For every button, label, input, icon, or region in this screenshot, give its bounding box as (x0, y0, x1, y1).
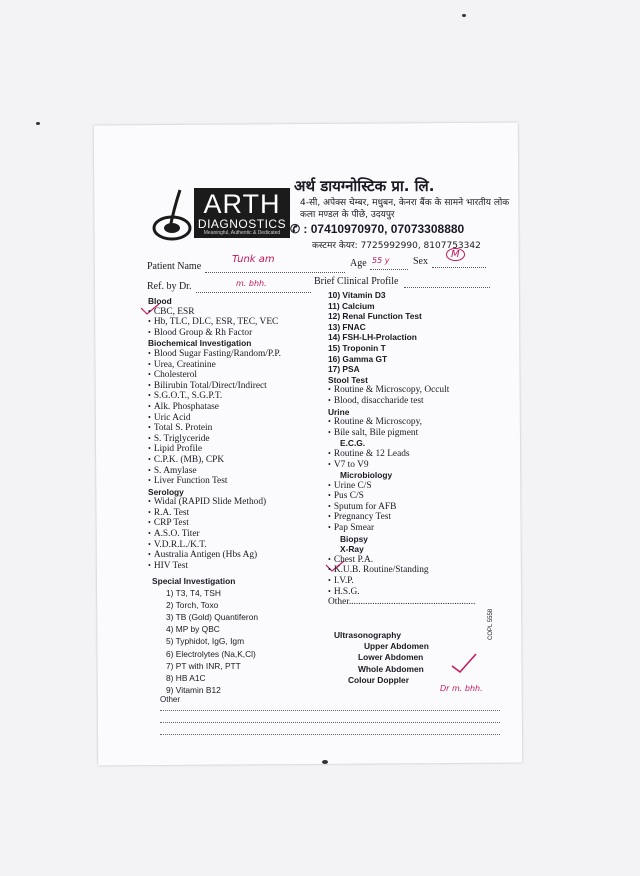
logo-swoosh-icon (150, 188, 196, 244)
test-item: • H.S.G. (328, 587, 475, 598)
test-item: • S. Triglyceride (148, 434, 281, 445)
logo-name: ARTH (203, 189, 281, 219)
ref-dr-label: Ref. by Dr. (147, 281, 192, 292)
company-phone: ✆ : 07410970970, 07073308880 (290, 222, 465, 236)
test-item: • V.D.R.L./K.T. (148, 540, 281, 551)
test-item: • S. Amylase (148, 466, 281, 477)
test-item: • Alk. Phosphatase (148, 402, 281, 413)
ultrasonography-item: Whole Abdomen (358, 663, 424, 674)
special-test-item: 9) Vitamin B12 (166, 685, 221, 696)
special-test-item: 1) T3, T4, TSH (166, 587, 221, 598)
test-item: • A.S.O. Titer (148, 529, 281, 540)
test-item: • V7 to V9 (328, 460, 475, 471)
test-item: • Routine & Microscopy, Occult (328, 385, 475, 396)
other-line-1 (160, 710, 500, 711)
section-heading: 17) PSA (328, 364, 360, 375)
test-item: • Routine & 12 Leads (328, 449, 475, 460)
special-test-item: 8) HB A1C (166, 673, 206, 684)
section-heading: Urine (328, 406, 350, 417)
clinical-profile-label: Brief Clinical Profile (314, 276, 399, 287)
test-item: • HIV Test (148, 561, 281, 572)
test-item: • Urea, Creatinine (148, 360, 281, 371)
patient-name-line (205, 272, 345, 273)
logo-tagline: Meaningful, Authentic & Dedicated (203, 230, 281, 236)
handwritten-age: 55 y (372, 256, 390, 265)
logo (150, 188, 290, 246)
test-item: • Chest P.A. (328, 555, 475, 566)
age-label: Age (350, 258, 367, 269)
test-item: • Pus C/S (328, 491, 475, 502)
test-item: • Blood Group & Rh Factor (148, 328, 281, 339)
test-item: • Widal (RAPID Slide Method) (148, 497, 281, 508)
company-name: अर्थ डायग्नोस्टिक प्रा. लि. (294, 177, 435, 195)
section-heading: 13) FNAC (328, 321, 366, 332)
age-line (370, 269, 408, 270)
special-test-item: 5) Typhidot, IgG, Igm (166, 636, 245, 647)
handwritten-signature: Dr m. bhh. (440, 684, 483, 693)
left-test-column (148, 296, 281, 571)
logo-box (194, 188, 290, 238)
special-test-item: 7) PT with INR, PTT (166, 660, 241, 671)
section-heading: Microbiology (340, 470, 393, 481)
tick-mark-icon (450, 652, 478, 674)
paper-speck (462, 14, 466, 17)
section-heading: X-Ray (340, 544, 364, 555)
test-item: • Lipid Profile (148, 444, 281, 455)
test-item: • K.U.B. Routine/Standing (328, 565, 475, 576)
right-test-column (328, 290, 475, 608)
handwritten-patient-name: Tunk am (232, 254, 275, 265)
test-item: • I.V.P. (328, 576, 475, 587)
handwritten-ref-dr: m. bhh. (236, 279, 267, 288)
test-item: • Australia Antigen (Hbs Ag) (148, 550, 281, 561)
section-heading: Serology (148, 486, 184, 497)
ultrasonography-item: Colour Doppler (348, 675, 409, 686)
left-other-label: Other (160, 695, 181, 704)
special-investigation (152, 576, 258, 696)
test-item: • Blood, disaccharide test (328, 396, 475, 407)
ultrasonography-item: Upper Abdomen (364, 640, 429, 651)
paper-speck (322, 760, 328, 764)
test-item: • C.P.K. (MB), CPK (148, 455, 281, 466)
test-item: • Urine C/S (328, 481, 475, 492)
special-test-item: 3) TB (Gold) Quantiferon (166, 612, 259, 622)
test-item: • Total S. Protein (148, 423, 281, 434)
test-item: • R.A. Test (148, 508, 281, 519)
ultrasonography-title: Ultrasonography (334, 630, 402, 640)
patient-name-label: Patient Name (147, 261, 202, 272)
test-item: • Sputum for AFB (328, 502, 475, 513)
sex-line (432, 267, 486, 268)
section-heading: Biochemical Investigation (148, 338, 252, 349)
sex-label: Sex (413, 256, 428, 267)
ref-dr-line (196, 292, 311, 293)
section-heading: 10) Vitamin D3 (328, 290, 386, 300)
special-investigation-title: Special Investigation (152, 576, 236, 586)
test-item: • Routine & Microscopy, (328, 417, 475, 428)
section-heading: Blood (148, 296, 172, 306)
section-heading: 12) Renal Function Test (328, 311, 422, 322)
section-heading: E.C.G. (340, 438, 366, 449)
test-item: • CBC, ESR (148, 307, 281, 318)
copl-code: COPL 5558 (488, 608, 494, 640)
customer-care: कस्टमर केयर: 7725992990, 8107753342 (312, 241, 481, 251)
special-test-item: 2) Torch, Toxo (166, 599, 219, 610)
handwritten-sex: M (446, 248, 465, 261)
section-heading: Other...................................................... (328, 597, 476, 608)
test-item: • Bile salt, Bile pigment (328, 428, 475, 439)
test-item: • Blood Sugar Fasting/Random/P.P. (148, 349, 281, 360)
company-address: 4-सी, अपेक्स चेम्बर, मधुबन, केनरा बैंक के सामने भारतीय लोक कला मण्डल के पीछे, उदयपुर (300, 198, 510, 220)
section-heading: 14) FSH-LH-Prolaction (328, 332, 417, 343)
clinical-profile-line (404, 287, 490, 288)
ultrasonography-section (334, 630, 429, 687)
section-heading: Stool Test (328, 374, 368, 385)
section-heading: 15) Troponin T (328, 342, 386, 353)
other-line-3 (160, 734, 500, 735)
test-item: • Hb, TLC, DLC, ESR, TEC, VEC (148, 317, 281, 328)
ultrasonography-item: Lower Abdomen (358, 652, 424, 663)
section-heading: 11) Calcium (328, 300, 375, 311)
other-line-2 (160, 722, 500, 723)
logo-sub: DIAGNOSTICS (197, 217, 287, 231)
test-item: • Cholesterol (148, 370, 281, 381)
special-test-item: 4) MP by QBC (166, 624, 220, 635)
test-item: • CRP Test (148, 518, 281, 529)
special-test-item: 6) Electrolytes (Na,K,Cl) (166, 648, 256, 659)
paper-speck (36, 122, 40, 125)
test-item: • Pregnancy Test (328, 512, 475, 523)
test-item: • Bilirubin Total/Direct/Indirect (148, 381, 281, 392)
test-item: • Pap Smear (328, 523, 475, 534)
section-heading: 16) Gamma GT (328, 353, 388, 364)
test-item: • S.G.O.T., S.G.P.T. (148, 391, 281, 402)
section-heading: Biopsy (340, 533, 368, 544)
test-item: • Uric Acid (148, 413, 281, 424)
test-item: • Liver Function Test (148, 476, 281, 487)
